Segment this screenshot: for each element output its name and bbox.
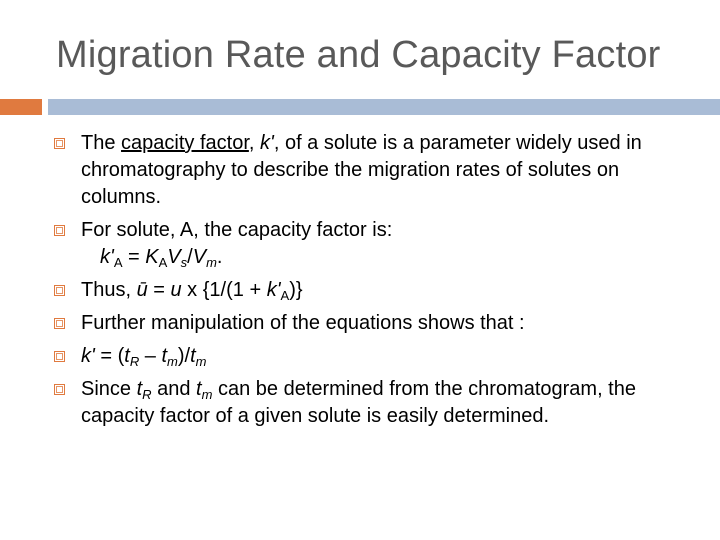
text: Thus,	[81, 279, 137, 301]
subscript: s	[180, 255, 188, 270]
symbol: t	[124, 345, 130, 367]
list-item	[54, 277, 694, 304]
subscript: A	[113, 255, 123, 270]
text: and	[151, 378, 197, 400]
symbol: K	[145, 246, 159, 268]
text: The	[81, 132, 122, 154]
accent-bar-orange	[0, 99, 42, 115]
list-item	[54, 217, 694, 244]
text: Since	[81, 378, 137, 400]
symbol: k'	[260, 132, 274, 154]
subscript: R	[129, 354, 140, 369]
square-bullet-icon	[54, 384, 65, 395]
symbol: k'	[100, 246, 114, 268]
square-bullet-icon	[54, 138, 65, 149]
subscript: m	[167, 354, 178, 369]
subscript: m	[206, 255, 217, 270]
list-item	[54, 343, 694, 370]
equation	[54, 244, 694, 271]
text: ,	[248, 132, 260, 154]
text: = (	[94, 345, 125, 367]
symbol: t	[196, 378, 202, 400]
list-item	[54, 376, 694, 430]
subscript: A	[280, 288, 290, 303]
symbol: u	[170, 279, 182, 301]
text: Further manipulation of the equations shows that :	[81, 312, 525, 334]
text: x {1/(1 +	[181, 279, 267, 301]
list-item	[54, 310, 694, 337]
text: .	[216, 246, 223, 268]
symbol: V	[192, 246, 207, 268]
symbol: V	[167, 246, 181, 268]
symbol: k'	[81, 345, 95, 367]
subscript: m	[201, 387, 213, 402]
text: For solute, A, the capacity factor is:	[81, 219, 393, 241]
text: /	[187, 246, 193, 268]
square-bullet-icon	[54, 318, 65, 329]
bullet-list	[54, 130, 694, 436]
subscript: A	[158, 255, 168, 270]
text: , of a solute is a parameter widely used in chromatography to describe the migration rates of solutes on columns.	[81, 132, 642, 208]
square-bullet-icon	[54, 225, 65, 236]
subscript: m	[195, 354, 207, 369]
symbol: t	[190, 345, 196, 367]
symbol: k'	[266, 279, 281, 301]
text: –	[139, 345, 162, 367]
square-bullet-icon	[54, 351, 65, 362]
capacity-factor-link[interactable]: capacity factor	[121, 132, 249, 154]
text: =	[147, 279, 171, 301]
text: =	[122, 246, 146, 268]
symbol: ū	[136, 279, 148, 301]
subscript: R	[142, 387, 152, 402]
text: )/	[177, 345, 191, 367]
text: can be determined from the chromatogram, the capacity factor of a given solute is easily determined.	[81, 378, 636, 427]
square-bullet-icon	[54, 285, 65, 296]
slide-title: Migration Rate and Capacity Factor	[56, 34, 661, 76]
text: )}	[289, 279, 303, 301]
symbol: t	[161, 345, 168, 367]
list-item	[54, 130, 694, 211]
accent-bar-blue	[48, 99, 720, 115]
symbol: t	[136, 378, 143, 400]
